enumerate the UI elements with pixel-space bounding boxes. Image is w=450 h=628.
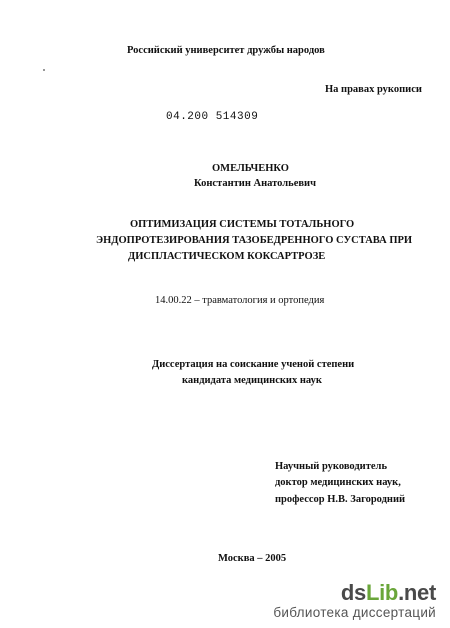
thesis-title-line: ДИСПЛАСТИЧЕСКОМ КОКСАРТРОЗЕ xyxy=(128,251,326,262)
dslib-watermark xyxy=(273,581,436,620)
city-year: Москва – 2005 xyxy=(218,553,287,564)
degree-statement-line: кандидата медицинских наук xyxy=(182,375,322,386)
supervisor-line: профессор Н.В. Загородний xyxy=(275,494,406,505)
author-given-names: Константин Анатольевич xyxy=(194,178,317,189)
logo-net-text: .net xyxy=(398,580,436,605)
library-stamp-number: 04.200 514309 xyxy=(166,111,259,123)
thesis-title-line: ОПТИМИЗАЦИЯ СИСТЕМЫ ТОТАЛЬНОГО xyxy=(130,219,355,230)
university-name: Российский университет дружбы народов xyxy=(127,45,325,56)
thesis-title-line: ЭНДОПРОТЕЗИРОВАНИЯ ТАЗОБЕДРЕННОГО СУСТАВА ПРИ xyxy=(96,235,413,246)
author-surname: ОМЕЛЬЧЕНКО xyxy=(212,163,289,174)
watermark-subtitle: библиотека диссертаций xyxy=(273,605,436,620)
logo-lib-text: Lib xyxy=(365,580,399,605)
dslib-logo xyxy=(273,581,436,605)
scan-speck xyxy=(43,69,45,71)
supervisor-line: доктор медицинских наук, xyxy=(275,477,401,488)
specialty-code: 14.00.22 – травматология и ортопедия xyxy=(155,295,325,306)
manuscript-rights-note: На правах рукописи xyxy=(325,84,422,95)
supervisor-line: Научный руководитель xyxy=(275,461,387,472)
degree-statement-line: Диссертация на соискание ученой степени xyxy=(152,359,355,370)
logo-ds-text: ds xyxy=(340,580,366,605)
